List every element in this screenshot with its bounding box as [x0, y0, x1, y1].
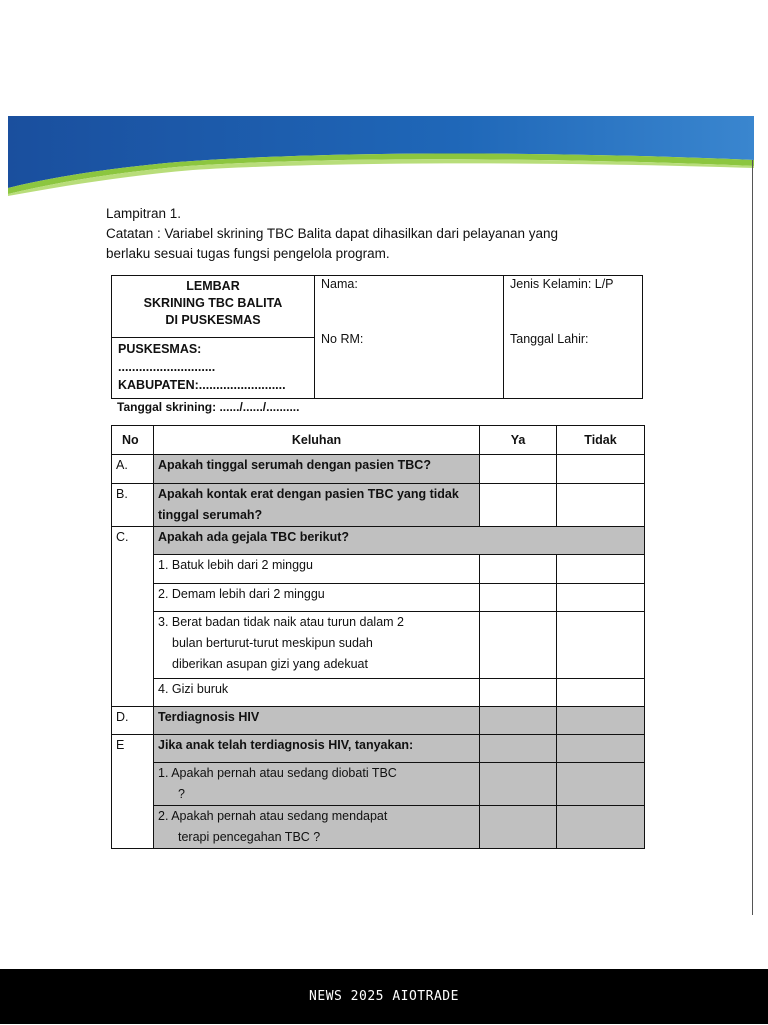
- jenis-kelamin-field[interactable]: Jenis Kelamin: L/P: [510, 277, 614, 291]
- symptom-3-line-3: diberikan asupan gizi yang adekuat: [172, 657, 368, 671]
- answer-tidak-cell[interactable]: [557, 555, 645, 584]
- row-number: E: [112, 735, 154, 849]
- answer-ya-cell[interactable]: [480, 763, 557, 806]
- screening-table: [111, 425, 645, 849]
- sheet-title-line-2: SKRINING TBC BALITA: [143, 296, 283, 310]
- row-number: A.: [112, 455, 154, 484]
- answer-tidak-cell[interactable]: [557, 679, 645, 707]
- note-line-2: berlaku sesuai tugas fungsi pengelola program.: [106, 246, 390, 261]
- answer-tidak-cell[interactable]: [557, 584, 645, 612]
- question-e: Jika anak telah terdiagnosis HIV, tanyakan:: [154, 735, 480, 763]
- appendix-label: Lampitran 1.: [106, 206, 182, 221]
- table-row: [112, 527, 645, 555]
- hiv-question-2-line-1: 2. Apakah pernah atau sedang mendapat: [158, 809, 388, 823]
- intro-text: [106, 204, 626, 264]
- row-number: B.: [112, 484, 154, 527]
- puskesmas-label: PUSKESMAS:: [118, 342, 202, 356]
- table-row: [112, 455, 645, 484]
- answer-tidak-cell[interactable]: [557, 707, 645, 735]
- hiv-question-2-line-2: terapi pencegahan TBC ?: [178, 830, 321, 844]
- question-a: Apakah tinggal serumah dengan pasien TBC?: [154, 455, 480, 484]
- header-keluhan: Keluhan: [154, 426, 480, 455]
- answer-ya-cell[interactable]: [480, 612, 557, 679]
- hiv-question-1-line-2: ?: [178, 787, 185, 801]
- question-c: Apakah ada gejala TBC berikut?: [154, 527, 645, 555]
- hiv-question-1: [154, 763, 480, 806]
- puskesmas-blank[interactable]: ............................: [118, 360, 216, 374]
- question-d: Terdiagnosis HIV: [154, 707, 480, 735]
- patient-detail-column: [504, 276, 644, 398]
- symptom-3-line-1: 3. Berat badan tidak naik atau turun dalam 2: [158, 615, 404, 629]
- symptom-1: 1. Batuk lebih dari 2 minggu: [154, 555, 480, 584]
- screening-header-form: [111, 275, 643, 399]
- table-row: [112, 555, 645, 584]
- answer-tidak-cell[interactable]: [557, 735, 645, 763]
- form-title-column: [112, 276, 315, 398]
- table-row: [112, 707, 645, 735]
- symptom-3: [154, 612, 480, 679]
- answer-ya-cell[interactable]: [480, 707, 557, 735]
- answer-ya-cell[interactable]: [480, 679, 557, 707]
- table-row: [112, 484, 645, 527]
- symptom-2: 2. Demam lebih dari 2 minggu: [154, 584, 480, 612]
- symptom-3-line-2: bulan berturut-turut meskipun sudah: [172, 636, 373, 650]
- header-tidak: Tidak: [557, 426, 645, 455]
- no-rm-field[interactable]: No RM:: [321, 332, 364, 346]
- note-line-1: Catatan : Variabel skrining TBC Balita dapat dihasilkan dari pelayanan yang: [106, 226, 559, 241]
- table-row: [112, 806, 645, 849]
- header-no: No: [112, 426, 154, 455]
- answer-tidak-cell[interactable]: [557, 455, 645, 484]
- footer-caption: NEWS 2025 AIOTRADE: [0, 969, 768, 1024]
- row-number: D.: [112, 707, 154, 735]
- patient-identity-column: [315, 276, 504, 398]
- page-edge-line: [752, 160, 753, 915]
- table-row: [112, 735, 645, 763]
- answer-tidak-cell[interactable]: [557, 484, 645, 527]
- table-row: [112, 763, 645, 806]
- answer-ya-cell[interactable]: [480, 455, 557, 484]
- answer-ya-cell[interactable]: [480, 584, 557, 612]
- header-wave-banner: [8, 116, 754, 196]
- symptom-4: 4. Gizi buruk: [154, 679, 480, 707]
- answer-ya-cell[interactable]: [480, 735, 557, 763]
- answer-ya-cell[interactable]: [480, 555, 557, 584]
- question-b: Apakah kontak erat dengan pasien TBC yang tidak tinggal serumah?: [154, 484, 480, 527]
- row-number: C.: [112, 527, 154, 707]
- sheet-title: [112, 278, 314, 329]
- hiv-question-2: [154, 806, 480, 849]
- header-ya: Ya: [480, 426, 557, 455]
- answer-tidak-cell[interactable]: [557, 612, 645, 679]
- hiv-question-1-line-1: 1. Apakah pernah atau sedang diobati TBC: [158, 766, 397, 780]
- table-row: [112, 612, 645, 679]
- sheet-title-line-1: LEMBAR: [186, 279, 240, 293]
- table-row: [112, 584, 645, 612]
- tanggal-lahir-field[interactable]: Tanggal Lahir:: [510, 332, 589, 346]
- table-header-row: [112, 426, 645, 455]
- tanggal-skrining-field[interactable]: Tanggal skrining: ....../....../..........: [117, 400, 300, 414]
- answer-ya-cell[interactable]: [480, 484, 557, 527]
- nama-field[interactable]: Nama:: [321, 277, 358, 291]
- answer-tidak-cell[interactable]: [557, 763, 645, 806]
- sheet-title-line-3: DI PUSKESMAS: [165, 313, 261, 327]
- kabupaten-field[interactable]: KABUPATEN:.........................: [118, 378, 286, 392]
- answer-ya-cell[interactable]: [480, 806, 557, 849]
- table-row: [112, 679, 645, 707]
- answer-tidak-cell[interactable]: [557, 806, 645, 849]
- puskesmas-field[interactable]: [112, 337, 314, 400]
